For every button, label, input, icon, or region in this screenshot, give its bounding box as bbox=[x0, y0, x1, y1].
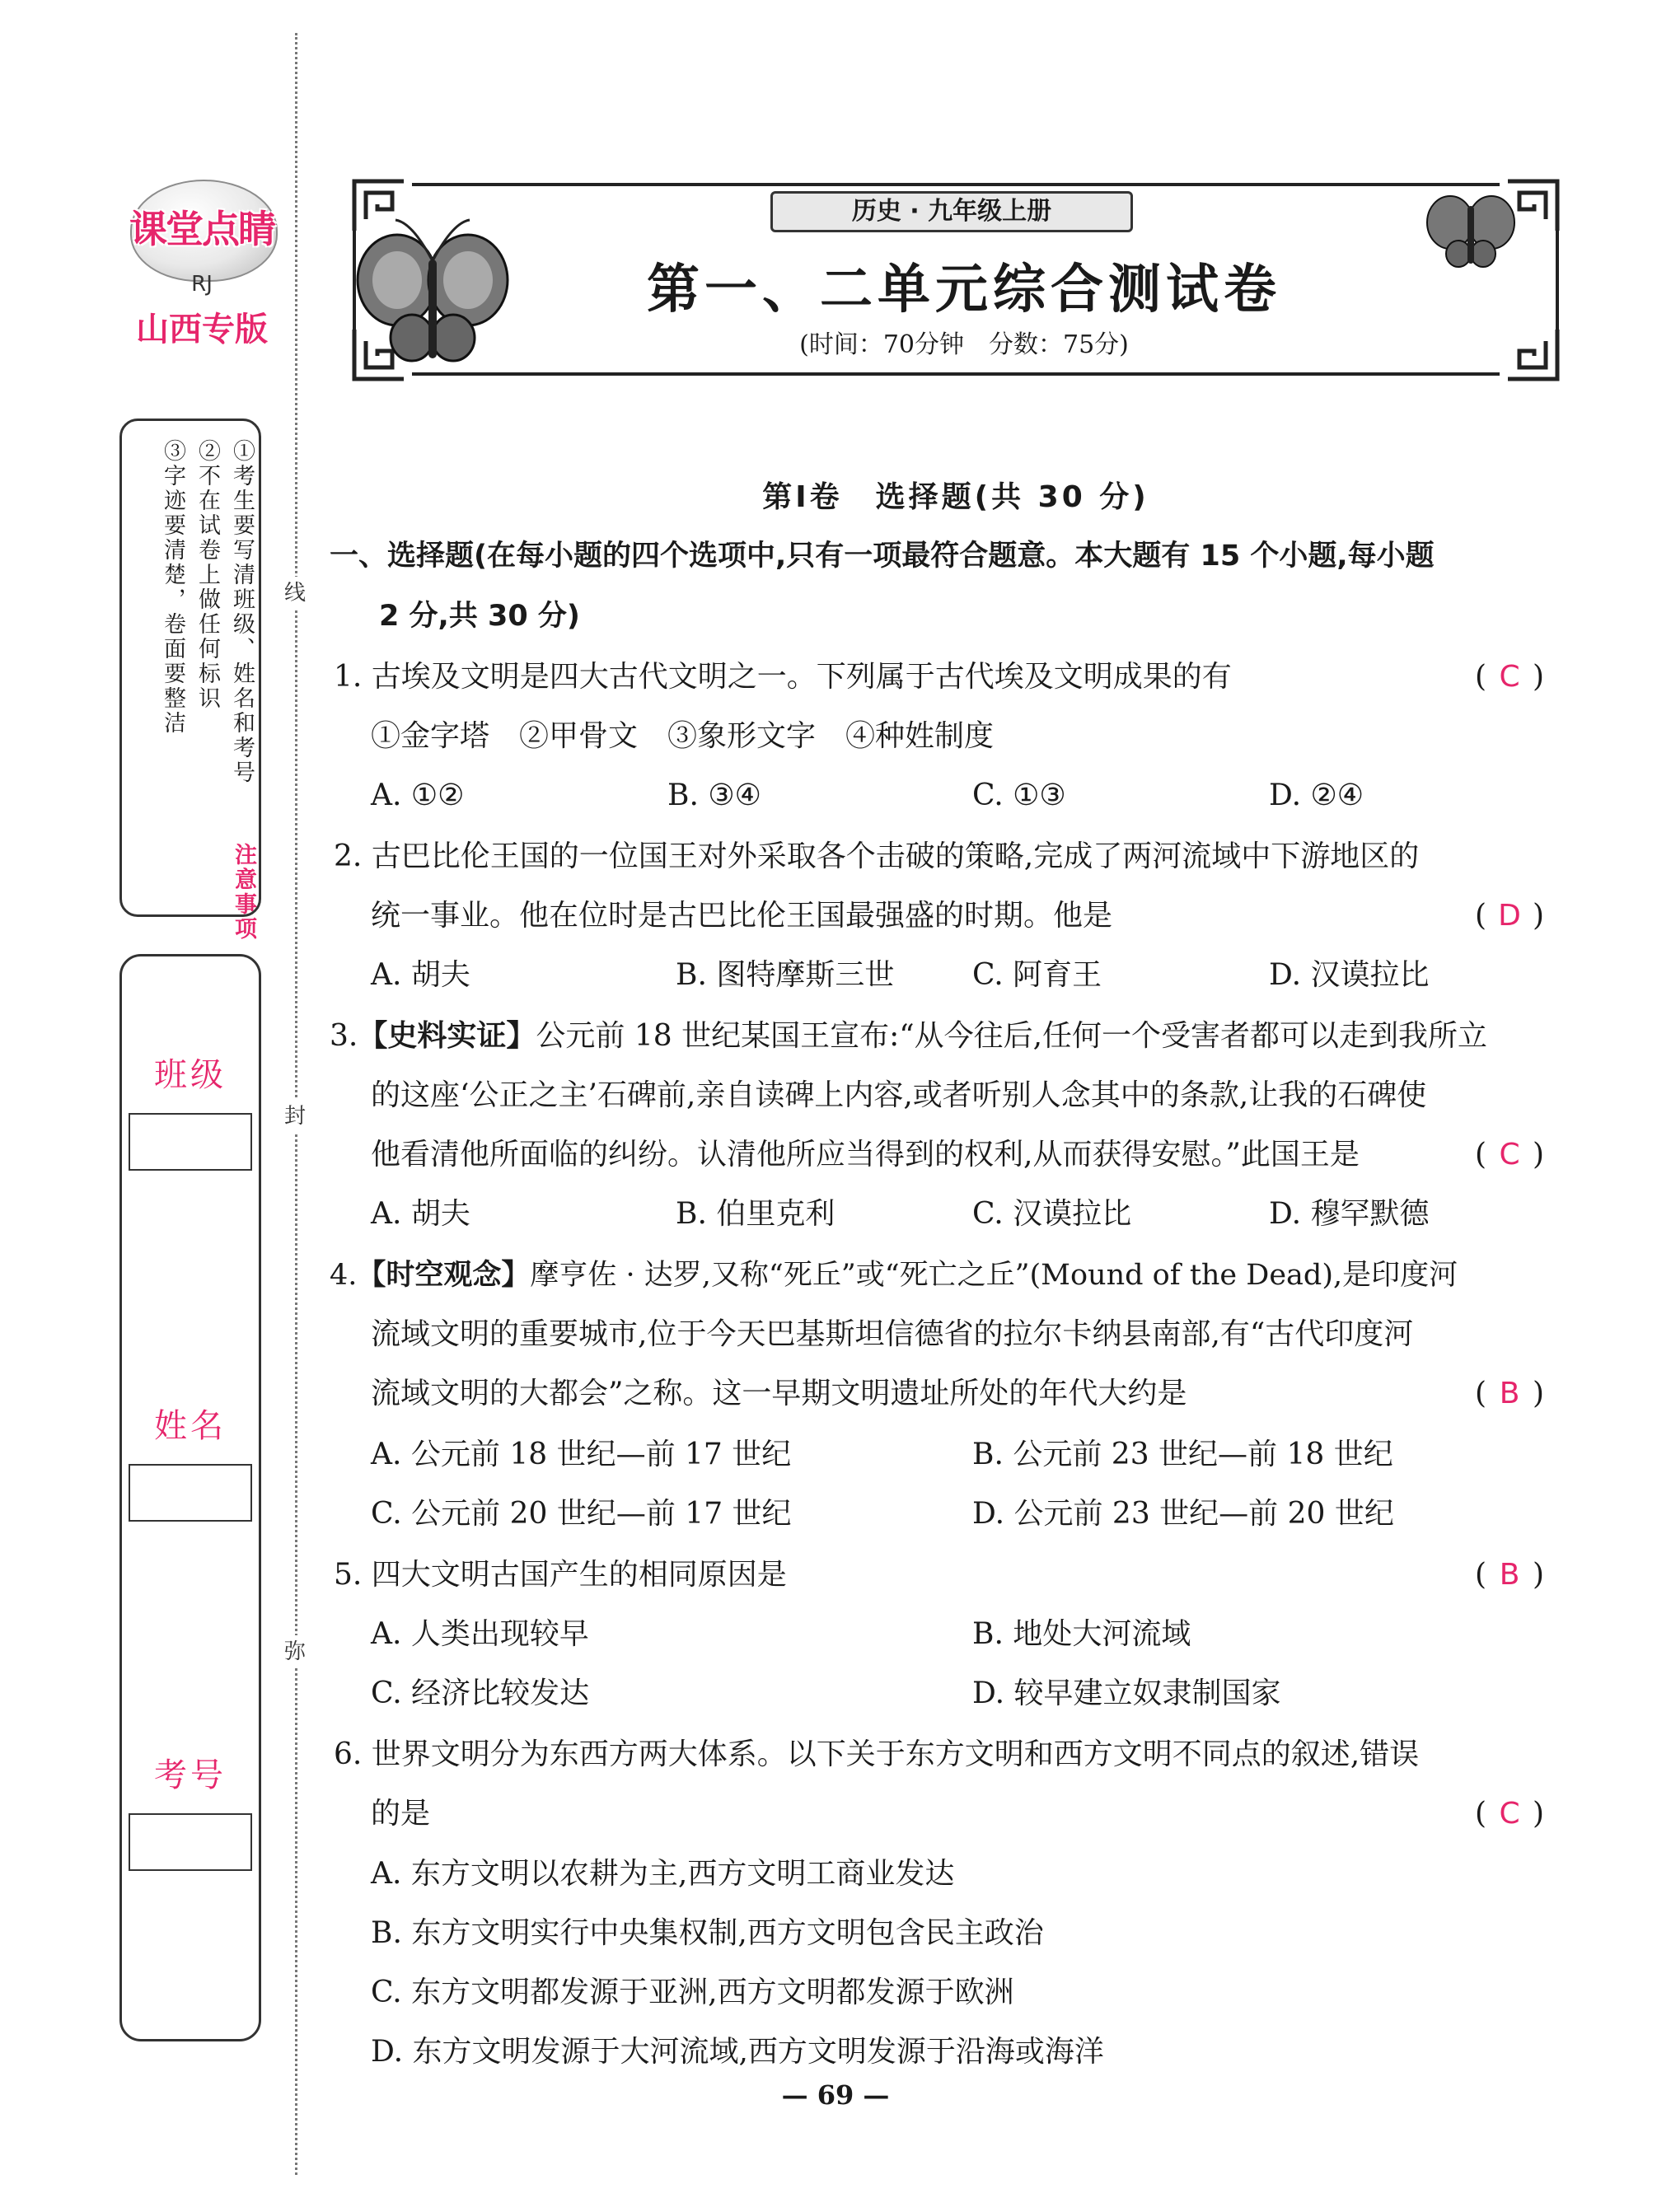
section-instruction-cont: 2 分,共 30 分) bbox=[379, 600, 580, 633]
edition-label: 山西专版 bbox=[136, 311, 268, 348]
option-d: D. 较早建立奴隶制国家 bbox=[972, 1677, 1281, 1710]
answer-blank: ( D ) bbox=[1475, 896, 1544, 937]
question-3-stem: 3.【史料实证】公元前 18 世纪某国王宣布:“从今往后,任何一个受害者都可以走到我所立 bbox=[330, 1019, 1488, 1053]
butterfly-icon bbox=[346, 210, 527, 375]
option-b: B. 地处大河流域 bbox=[972, 1617, 1191, 1651]
option-b: B. 东方文明实行中央集权制,西方文明包含民主政治 bbox=[371, 1916, 1044, 1950]
answer-mark: D bbox=[1498, 899, 1521, 933]
option-b: B. ③④ bbox=[667, 779, 761, 812]
section-title: 第Ⅰ卷 选择题(共 30 分) bbox=[762, 480, 1149, 514]
exam-number-field[interactable] bbox=[129, 1813, 252, 1871]
question-4-stem: 4.【时空观念】摩亨佐 · 达罗,又称“死丘”或“死亡之丘”(Mound of the Dead),是印度河 bbox=[330, 1259, 1458, 1292]
frame-bottom-border bbox=[412, 372, 1500, 376]
question-3-stem-cont: 他看清他所面临的纠纷。认清他所应当得到的权利,从而获得安慰。”此国王是 bbox=[371, 1138, 1360, 1171]
option-b: B. 公元前 23 世纪—前 18 世纪 bbox=[972, 1438, 1393, 1471]
page-number: — 69 — bbox=[781, 2079, 890, 2111]
option-c: C. ①③ bbox=[972, 779, 1066, 812]
question-4-stem-cont: 流域文明的大都会”之称。这一早期文明遗址所处的年代大约是 bbox=[371, 1377, 1187, 1410]
brand-name: 课堂点睛 bbox=[129, 207, 274, 251]
edition-code: RJ bbox=[191, 272, 213, 297]
question-6-stem-cont: 的是 bbox=[371, 1797, 431, 1831]
option-d: D. 公元前 23 世纪—前 20 世纪 bbox=[972, 1497, 1394, 1531]
question-1-stem: 1. 古埃及文明是四大古代文明之一。下列属于古代埃及文明成果的有 bbox=[334, 660, 1232, 694]
option-d: D. 穆罕默德 bbox=[1269, 1197, 1430, 1231]
notice-box bbox=[119, 419, 261, 942]
answer-mark: C bbox=[1499, 660, 1520, 694]
subject-tag: 历史 · 九年级上册 bbox=[770, 191, 1133, 232]
option-b: B. 伯里克利 bbox=[676, 1197, 836, 1231]
answer-blank: ( C ) bbox=[1475, 657, 1544, 698]
option-c: C. 公元前 20 世纪—前 17 世纪 bbox=[371, 1497, 792, 1531]
cut-mark-line: 线 bbox=[278, 577, 311, 610]
option-c: C. 经济比较发达 bbox=[371, 1677, 590, 1710]
option-b: B. 图特摩斯三世 bbox=[676, 958, 895, 992]
option-d: D. 东方文明发源于大河流域,西方文明发源于沿海或海洋 bbox=[371, 2035, 1104, 2069]
exam-meta: (时间：70分钟 分数：75分) bbox=[799, 330, 1129, 359]
question-1-items: ①金字塔 ②甲骨文 ③象形文字 ④种姓制度 bbox=[371, 719, 995, 753]
option-a: A. 人类出现较早 bbox=[371, 1617, 589, 1651]
option-d: D. ②④ bbox=[1269, 779, 1364, 812]
answer-blank: ( C ) bbox=[1475, 1793, 1544, 1835]
question-5-stem: 5. 四大文明古国产生的相同原因是 bbox=[334, 1558, 787, 1592]
option-c: C. 汉谟拉比 bbox=[972, 1197, 1132, 1231]
question-tag: 【史料实证】 bbox=[358, 1019, 536, 1053]
question-tag: 【时空观念】 bbox=[357, 1259, 531, 1292]
answer-mark: B bbox=[1499, 1558, 1520, 1592]
corner-ornament-icon bbox=[1500, 321, 1566, 387]
cut-mark-seal: 封 bbox=[278, 1100, 311, 1133]
brand-logo bbox=[115, 180, 288, 353]
answer-blank: ( C ) bbox=[1475, 1134, 1544, 1176]
answer-blank: ( B ) bbox=[1475, 1555, 1544, 1596]
butterfly-icon bbox=[1421, 181, 1520, 272]
option-c: C. 阿育王 bbox=[972, 958, 1102, 992]
section-instruction: 一、选择题(在每小题的四个选项中,只有一项最符合题意。本大题有 15 个小题,每小题 bbox=[330, 540, 1435, 573]
question-2-stem: 2. 古巴比伦王国的一位国王对外采取各个击破的策略,完成了两河流域中下游地区的 bbox=[334, 839, 1420, 873]
question-3-stem-cont: 的这座‘公正之主’石碑前,亲自读碑上内容,或者听别人念其中的条款,让我的石碑使 bbox=[371, 1078, 1427, 1112]
answer-mark: C bbox=[1499, 1797, 1520, 1831]
class-label: 班级 bbox=[154, 1056, 227, 1094]
question-6-stem: 6. 世界文明分为东西方两大体系。以下关于东方文明和西方文明不同点的叙述,错误 bbox=[334, 1737, 1420, 1771]
option-d: D. 汉谟拉比 bbox=[1269, 958, 1430, 992]
notice-title: 注意事项 bbox=[231, 843, 256, 942]
class-field[interactable] bbox=[129, 1113, 252, 1171]
question-4-stem-cont: 流域文明的重要城市,位于今天巴基斯坦信德省的拉尔卡纳县南部,有“古代印度河 bbox=[371, 1317, 1414, 1351]
answer-mark: B bbox=[1499, 1377, 1520, 1410]
option-a: A. 胡夫 bbox=[371, 958, 470, 992]
option-a: A. 胡夫 bbox=[371, 1197, 470, 1231]
frame-top-border bbox=[412, 183, 1500, 186]
cut-mark-fill: 弥 bbox=[278, 1635, 311, 1668]
notice-item-1: ①考生要写清班级、姓名和考号 bbox=[229, 439, 255, 785]
answer-mark: C bbox=[1499, 1138, 1520, 1171]
option-c: C. 东方文明都发源于亚洲,西方文明都发源于欧洲 bbox=[371, 1976, 1014, 2009]
option-a: A. 东方文明以农耕为主,西方文明工商业发达 bbox=[371, 1857, 955, 1891]
notice-item-3: ③字迹要清楚，卷面要整洁 bbox=[160, 439, 185, 736]
exam-number-label: 考号 bbox=[154, 1756, 227, 1794]
question-2-stem-cont: 统一事业。他在位时是古巴比伦王国最强盛的时期。他是 bbox=[371, 899, 1113, 933]
student-info-box bbox=[119, 954, 261, 2041]
option-a: A. ①② bbox=[371, 779, 465, 812]
option-a: A. 公元前 18 世纪—前 17 世纪 bbox=[371, 1438, 792, 1471]
page-title: 第一、二单元综合测试卷 bbox=[647, 260, 1281, 320]
frame-right-border bbox=[1556, 222, 1559, 338]
name-field[interactable] bbox=[129, 1464, 252, 1522]
name-label: 姓名 bbox=[154, 1407, 227, 1445]
question-number: 3. bbox=[330, 1019, 358, 1053]
notice-item-2: ②不在试卷上做任何标识 bbox=[194, 439, 220, 711]
answer-blank: ( B ) bbox=[1475, 1373, 1544, 1415]
question-number: 4. bbox=[330, 1259, 358, 1292]
